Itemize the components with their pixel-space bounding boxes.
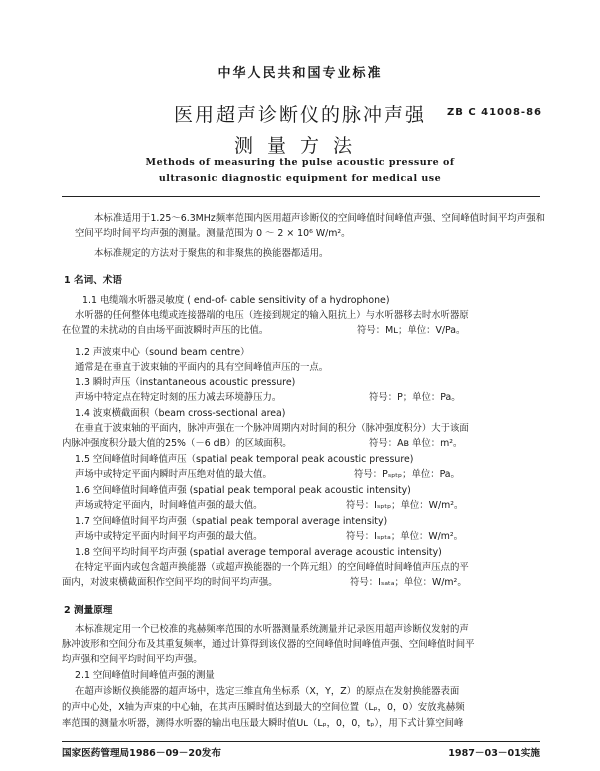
section-2-title: 2 测量原理 [64, 605, 113, 616]
subsection-2-1-text: 在超声诊断仪换能器的超声场中，选定三维直角坐标系（X，Y，Z）的原点在发射换能器表面 [75, 686, 460, 697]
intro-paragraph-2: 本标准规定的方法对于聚焦的和非聚焦的换能器都适用。 [94, 248, 329, 259]
term-1-4-symbol: 符号：Aʙ 单位：m²。 [369, 438, 463, 449]
term-1-6-head: 1.6 空间峰值时间峰值声强 (spatial peak temporal peak acoustic intensity) [75, 485, 411, 496]
term-1-3-symbol: 符号：P；单位：Pa。 [369, 392, 461, 403]
english-title-line1: Methods of measuring the pulse acoustic pressure of [145, 157, 455, 168]
term-1-1-head: 1.1 电缆端水听器灵敏度 ( end-of- cable sensitivity of a hydrophone) [82, 295, 390, 306]
term-1-5-head: 1.5 空间峰值时间峰值声压（spatial peak temporal peak acoustic pressure) [75, 454, 414, 465]
term-1-8-body: 在特定平面内或包含超声换能器（或超声换能器的一个阵元组）的空间峰值时间峰值声压点的平 [75, 562, 469, 573]
term-1-7-body: 声场中或特定平面内时间平均声强的最大值。 [75, 531, 263, 542]
document-title-line2: 测量方法 [233, 135, 366, 157]
top-divider [62, 196, 540, 197]
term-1-8-head: 1.8 空间平均时间平均声强 (spatial average temporal average acoustic intensity) [75, 547, 442, 558]
term-1-1-body: 水听器的任何整体电缆或连接器端的电压（连接到规定的输入阻抗上）与水听器移去时水听器原 [75, 310, 469, 321]
term-1-5-body: 声场中或特定平面内瞬时声压绝对值的最大值。 [75, 469, 272, 480]
term-1-4-body: 在垂直于波束轴的平面内，脉冲声强在一个脉冲周期内对时间的积分（脉冲强度积分）大于该面 [75, 423, 469, 434]
subsection-2-1-text: 的声中心处，X轴为声束的中心轴，在其声压瞬时值达到最大的空间位置（Lₚ，0，0）安放兆赫频 [62, 702, 465, 713]
issue-date: 国家医药管理局1986－09－20发布 [62, 748, 221, 759]
term-1-6-body: 声场或特定平面内，时间峰值声强的最大值。 [75, 500, 263, 511]
subsection-2-1-text: 率范围的测量水听器，测得水听器的输出电压最大瞬时值Uʟ（Lₚ，0，0，tₚ），用下式计算空间峰 [62, 718, 464, 729]
term-1-4-head: 1.4 波束横截面积（beam cross-sectional area) [75, 408, 286, 419]
term-1-1-body: 在位置的未扰动的自由场平面波瞬时声压的比值。 [62, 325, 269, 336]
standard-header: 中华人民共和国专业标准 [217, 66, 383, 81]
section-1-title: 1 名词、术语 [64, 275, 122, 286]
intro-paragraph: 本标准适用于1.25～6.3MHz频率范围内医用超声诊断仪的空间峰值时间峰值声强、空间峰值时间平均声强和空间平均时间平均声强的测量。测量范围为 0 ～ 2 × 10⁶ W/m²。 [75, 213, 545, 239]
term-1-3-head: 1.3 瞬时声压（instantaneous acoustic pressure) [75, 377, 296, 388]
term-1-5-symbol: 符号：Pₛₚₜₚ；单位：Pa。 [354, 469, 460, 480]
term-1-1-symbol: 符号：Mʟ；单位：V/Pa。 [357, 325, 466, 336]
term-1-8-symbol: 符号：Iₛₐₜₐ；单位：W/m²。 [350, 577, 467, 588]
term-1-8-body: 面内，对波束横截面积作空间平均的时间平均声强。 [62, 577, 278, 588]
document-title-line1: 医用超声诊断仪的脉冲声强 [173, 104, 426, 126]
section-2-paragraph: 本标准规定用一个已校准的兆赫频率范围的水听器测量系统测量并记录医用超声诊断仪发射的声 [75, 624, 469, 635]
term-1-6-symbol: 符号：Iₛₚₜₚ；单位：W/m²。 [346, 500, 464, 511]
section-2-paragraph: 均声强和空间平均时间平均声强。 [62, 654, 203, 665]
term-1-2-body: 通常是在垂直于波束轴的平面内的具有空间峰值声压的一点。 [75, 362, 329, 373]
term-1-7-head: 1.7 空间峰值时间平均声强（spatial peak temporal average intensity) [75, 516, 388, 527]
english-title-line2: ultrasonic diagnostic equipment for medical use [158, 173, 442, 184]
term-1-2-head: 1.2 声波束中心（sound beam centre） [75, 347, 250, 358]
effective-date: 1987－03－01实施 [448, 748, 540, 759]
subsection-2-1-title: 2.1 空间峰值时间峰值声强的测量 [75, 670, 215, 681]
term-1-3-body: 声场中特定点在特定时刻的压力减去环境静压力。 [75, 392, 282, 403]
term-1-4-body: 内脉冲强度积分最大值的25%（－6 dB）的区域面积。 [62, 438, 292, 449]
section-2-paragraph: 脉冲波形和空间分布及其重复频率，通过计算得到该仪器的空间峰值时间峰值声强、空间峰值时间平 [62, 639, 475, 650]
standard-code: ZB C 41008-86 [446, 107, 542, 118]
bottom-divider [62, 741, 540, 742]
term-1-7-symbol: 符号：Iₛₚₜₐ；单位：W/m²。 [346, 531, 464, 542]
